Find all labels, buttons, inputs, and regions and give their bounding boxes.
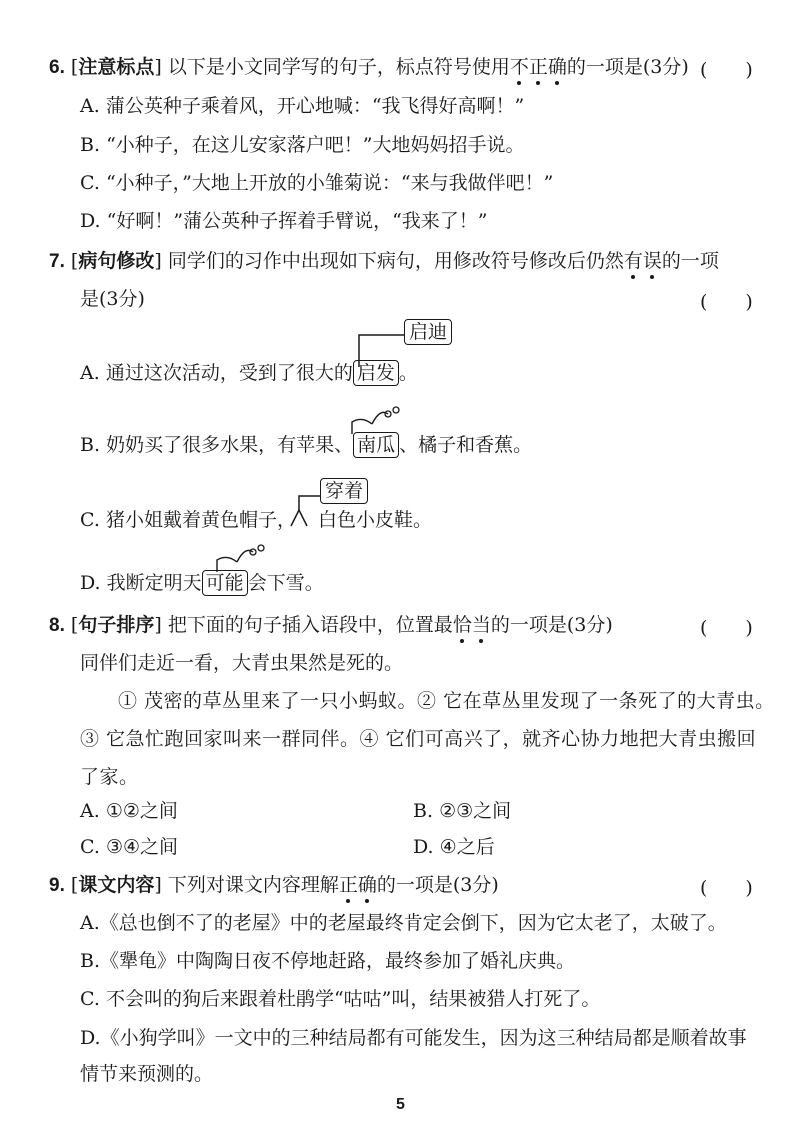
q6-option-c[interactable]: C. “小种子，”大地上开放的小雏菊说：“来与我做伴吧！”	[80, 172, 554, 194]
passage-line: ① 茂密的草丛里来了一只小蚂蚁。② 它在草丛里发现了一条死了的大青虫。	[118, 690, 775, 712]
question-number: 9.	[49, 875, 65, 896]
answer-blank[interactable]: ( )	[700, 291, 753, 313]
answer-blank[interactable]: ( )	[700, 877, 753, 899]
q9-option-d[interactable]: D.《小狗学叫》一文中的三种结局都有可能发生，因为这三种结局都是顺着故事	[80, 1027, 747, 1049]
q9-option-a[interactable]: A.《总也倒不了的老屋》中的老屋最终肯定会倒下，因为它太老了，太破了。	[80, 912, 727, 934]
marked-word: 可能	[202, 570, 248, 596]
question-7-stem: 7. [病句修改] 同学们的习作中出现如下病句，用修改符号修改后仍然有误的一项	[49, 250, 719, 272]
answer-blank[interactable]: ( )	[700, 59, 753, 81]
question-tag: 病句修改	[78, 250, 155, 272]
question-6-stem: 6. [注意标点] 以下是小文同学写的句子，标点符号使用不正确的一项是(3分)	[49, 56, 689, 78]
q7-option-b[interactable]: B. 奶奶买了很多水果，有苹果、 南瓜 、橘子和香蕉。	[80, 434, 533, 456]
q6-option-a[interactable]: A. 蒲公英种子乘着风，开心地喊：“我飞得好高啊！”	[80, 95, 525, 117]
given-sentence: 同伴们走近一看，大青虫果然是死的。	[80, 652, 404, 674]
question-number: 8.	[49, 615, 65, 636]
q7-option-a[interactable]: A. 通过这次活动，受到了很大的 启发 。	[80, 362, 418, 384]
answer-blank[interactable]: ( )	[700, 617, 753, 639]
question-number: 7.	[49, 251, 65, 272]
question-8-stem: 8. [句子排序] 把下面的句子插入语段中，位置最恰当的一项是(3分)	[49, 614, 613, 636]
insertion-word-box: 启迪	[404, 319, 452, 345]
question-tag: 注意标点	[78, 56, 155, 78]
q9-option-c[interactable]: C. 不会叫的狗后来跟着杜鹃学“咕咕”叫，结果被猎人打死了。	[80, 988, 601, 1010]
passage-line: ③ 它急忙跑回家叫来一群同伴。④ 它们可高兴了，就齐心协力地把大青虫搬回	[80, 728, 757, 750]
q7-option-c[interactable]: C. 猪小姐戴着黄色帽子， 白色小皮鞋。	[80, 509, 432, 531]
page-number: 5	[396, 1096, 405, 1113]
q7-option-d[interactable]: D. 我断定明天 可能 会下雪。	[80, 572, 324, 594]
emphasis-dots: 恰当	[452, 614, 491, 636]
q6-option-d[interactable]: D. “好啊！”蒲公英种子挥着手臂说，“我来了！”	[80, 210, 488, 232]
q6-option-b[interactable]: B. “小种子，在这儿安家落户吧！”大地妈妈招手说。	[80, 134, 525, 156]
question-7-stem-line2: 是(3分)	[80, 288, 145, 310]
q9-option-d-line2: 情节来预测的。	[80, 1063, 214, 1085]
q8-option-d[interactable]: D. ④之后	[413, 836, 495, 858]
question-tag: 句子排序	[78, 614, 155, 636]
question-9-stem: 9. [课文内容] 下列对课文内容理解正确的一项是(3分)	[49, 874, 499, 896]
q8-option-c[interactable]: C. ③④之间	[80, 836, 179, 858]
marked-word: 南瓜	[353, 432, 399, 458]
emphasis-dots: 正确	[338, 874, 377, 896]
question-number: 6.	[49, 57, 65, 78]
emphasis-dots: 不正确	[509, 56, 567, 78]
q8-option-b[interactable]: B. ②③之间	[413, 800, 512, 822]
q8-option-a[interactable]: A. ①②之间	[80, 800, 178, 822]
insertion-word-box: 穿着	[320, 478, 368, 504]
q9-option-b[interactable]: B.《犟龟》中陶陶日夜不停地赶路，最终参加了婚礼庆典。	[80, 950, 576, 972]
emphasis-dots: 有误	[623, 250, 662, 272]
marked-word: 启发	[353, 360, 399, 386]
question-tag: 课文内容	[78, 874, 155, 896]
passage-line: 了家。	[80, 766, 139, 788]
